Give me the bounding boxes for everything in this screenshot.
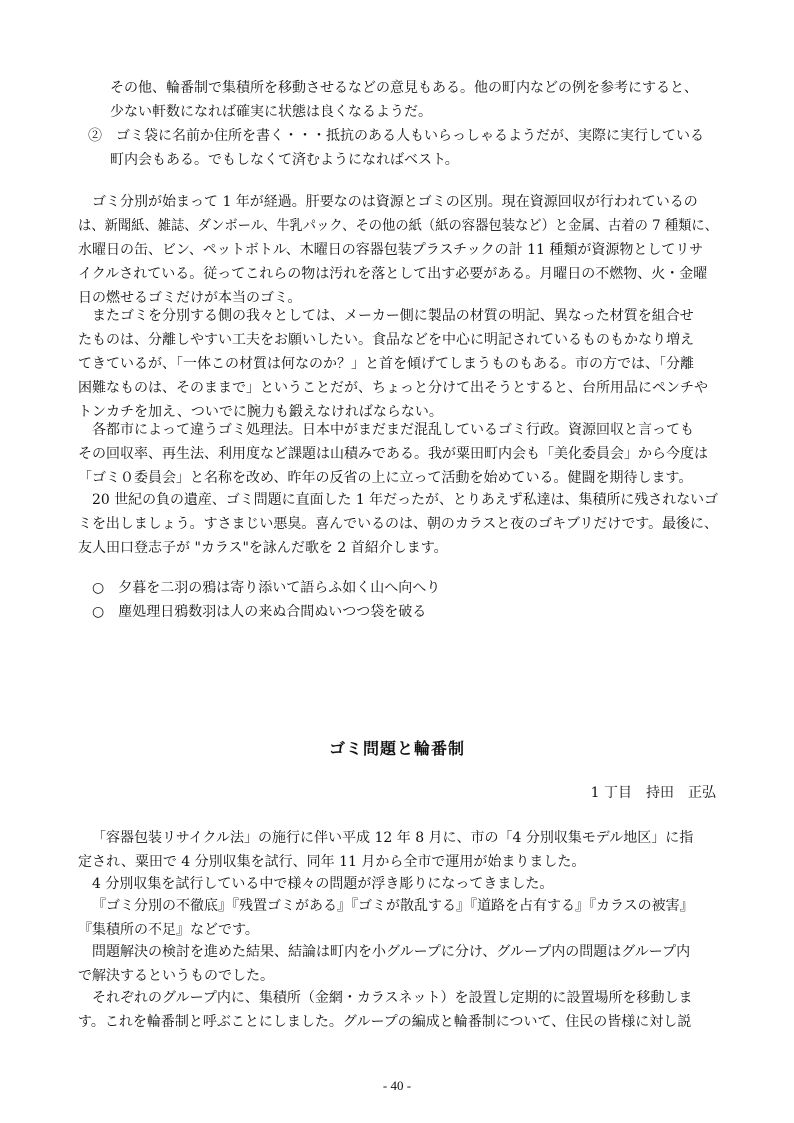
poem-1: ○ 夕暮を二羽の鴉は寄り添いて語らふ如く山へ向へり	[92, 580, 441, 596]
article-line-3: 4 分別収集を試行している中で様々の問題が浮き彫りになってきました。	[92, 876, 554, 892]
essay-line-16: 友人田口登志子が "カラス"を詠んだ歌を 2 首紹介します。	[78, 540, 448, 556]
article-line-2: 定され、粟田で 4 分別収集を試行、同年 11 月から全市で運用が始まりました。	[78, 854, 586, 870]
essay-line-4: イクルされている。従ってこれらの物は汚れを落として出す必要がある。月曜日の不燃物、火・金曜	[78, 266, 708, 282]
essay-line-10: トンカチを加え、ついでに腕力も鍛えなければならない。	[78, 404, 443, 420]
essay-line-14: 20 世紀の負の遺産、ゴミ問題に直面した 1 年だったが、とりあえず私達は、集積所に残されないゴ	[92, 492, 719, 508]
article-author: 1 丁目 持田 正弘	[590, 785, 716, 801]
essay-line-15: ミを出しましょう。すさまじい悪臭。喜んでいるのは、朝のカラスと夜のゴキブリだけです。最後に、	[78, 516, 718, 532]
article-line-6: 問題解決の検討を進めた結果、結論は町内を小グループに分け、グループ内の問題はグループ内	[92, 944, 691, 960]
essay-line-9: 困難なものは、そのままで」ということだが、ちょっと分けて出そうとすると、台所用品にペンチや	[78, 380, 708, 396]
essay-line-6: またゴミを分別する側の我々としては、メーカー側に製品の材質の明記、異なった材質を組合せ	[92, 308, 694, 324]
essay-line-8: てきているが、「一体この材質は何なのか？」と首を傾げてしまうものもある。市の方では、「分離	[78, 356, 694, 372]
essay-line-13: 「ゴミ０委員会」と名称を改め、昨年の反省の上に立って活動を始めている。健闘を期待します。	[78, 470, 693, 486]
article-line-5: 『集積所の不足』などです。	[78, 922, 259, 938]
top-line-1: その他、輪番制で集積所を移動させるなどの意見もある。他の町内などの例を参考にすると、	[110, 80, 698, 96]
article-line-4: 『ゴミ分別の不徹底』『残置ゴミがある』『ゴミが散乱する』『道路を占有する』『カラスの被害』	[92, 898, 694, 914]
article-line-8: それぞれのグループ内に、集積所（金網・カラスネット）を設置し定期的に設置場所を移動しま	[92, 990, 693, 1006]
essay-line-12: その回収率、再生法、利用度など課題は山積みである。我が粟田町内会も「美化委員会」から今度は	[78, 446, 708, 462]
top-line-2: 少ない軒数になれば確実に状態は良くなるようだ。	[110, 104, 432, 120]
article-line-7: で解決するというものでした。	[78, 968, 274, 984]
article-line-1: 「容器包装リサイクル法」の施行に伴い平成 12 年 8 月に、市の「4 分別収集モデル地区」に指	[92, 830, 694, 846]
poem-2: ○ 塵処理日鴉数羽は人の来ぬ合間ぬいつつ袋を破る	[92, 604, 427, 620]
essay-line-2: は、新聞紙、雑誌、ダンボール、牛乳パック、その他の紙（紙の容器包装など）と金属、古着の 7 種類に、	[78, 218, 719, 234]
essay-line-5: 日の燃せるゴミだけが本当のゴミ。	[78, 290, 302, 306]
essay-line-3: 水曜日の缶、ビン、ペットボトル、木曜日の容器包装プラスチックの計 11 種類が資源物としてリサ	[78, 242, 704, 258]
article-title: ゴミ問題と輪番制	[328, 739, 465, 758]
top-line-4: 町内会もある。でもしなくて済むようになればベスト。	[110, 152, 459, 168]
essay-line-11: 各都市によって違うゴミ処理法。日本中がまだまだ混乱しているゴミ行政。資源回収と言っても	[92, 422, 694, 438]
top-line-3: ② ゴミ袋に名前か住所を書く・・・抵抗のある人もいらっしゃるようだが、実際に実行している	[88, 128, 704, 144]
page-number: - 40 -	[382, 1078, 412, 1093]
article-line-9: す。これを輪番制と呼ぶことにしました。グループの編成と輪番制について、住民の皆様に対し説	[78, 1014, 692, 1030]
essay-line-1: ゴミ分別が始まって 1 年が経過。肝要なのは資源とゴミの区別。現在資源回収が行われているの	[92, 194, 698, 210]
essay-line-7: たものは、分離しやすい工夫をお願いしたい。食品などを中心に明記されているものもかなり増え	[78, 332, 694, 348]
